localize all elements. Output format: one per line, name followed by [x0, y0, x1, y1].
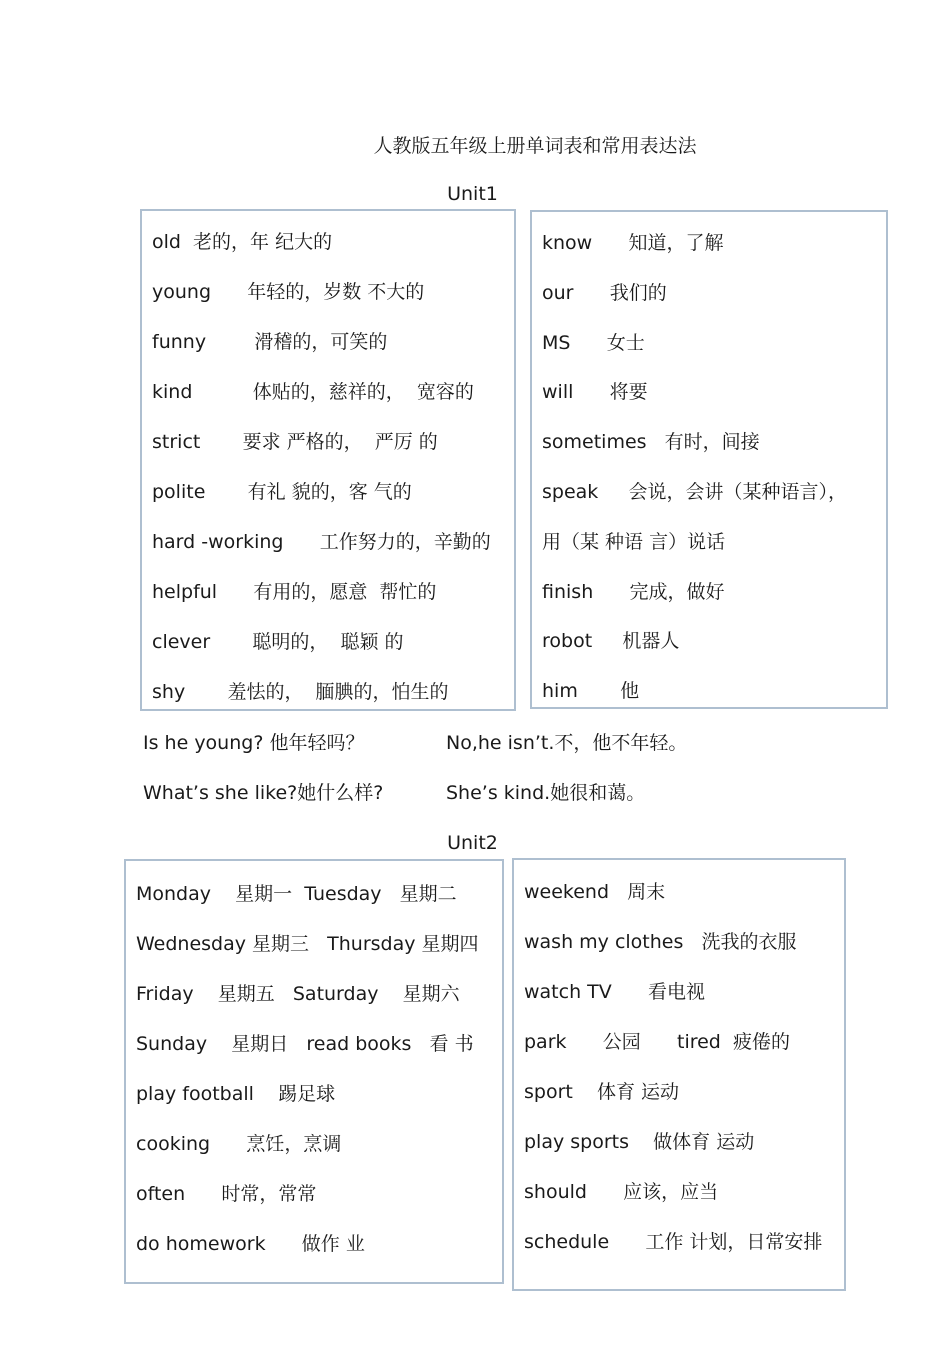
- unit1-vocab-box-right: [530, 210, 888, 709]
- vocab-entry: often 时常，常常: [136, 1183, 317, 1205]
- vocab-entry: old 老的，年 纪大的: [152, 231, 333, 253]
- unit1-expression-answer: She’s kind.她很和蔼。: [446, 782, 646, 804]
- unit2-vocab-box-right: [512, 858, 846, 1291]
- unit1-expression-question: Is he young? 他年轻吗？: [143, 732, 365, 754]
- vocab-entry: weekend 周末: [524, 881, 666, 903]
- vocab-entry: finish 完成，做好: [542, 580, 725, 603]
- vocab-entry: do homework 做作 业: [136, 1233, 365, 1255]
- vocab-entry: clever 聪明的， 聪颖 的: [152, 631, 404, 653]
- vocab-entry: play football 踢足球: [136, 1083, 336, 1105]
- vocab-entry: Monday 星期一 Tuesday 星期二: [136, 883, 457, 905]
- vocab-entry: strict 要求 严格的， 严厉 的: [152, 431, 438, 453]
- unit1-expression-answer: No,he isn’t.不，他不年轻。: [446, 732, 688, 754]
- vocab-entry: watch TV 看电视: [524, 981, 706, 1003]
- vocab-entry: sport 体育 运动: [524, 1081, 680, 1103]
- vocab-entry: Wednesday 星期三 Thursday 星期四: [136, 933, 479, 955]
- vocab-entry: him 他: [542, 680, 640, 703]
- vocab-entry: young 年轻的，岁数 不大的: [152, 281, 425, 303]
- vocab-entry: shy 羞怯的， 腼腆的，怕生的: [152, 681, 449, 703]
- vocab-entry: schedule 工作 计划，日常安排: [524, 1231, 823, 1253]
- vocab-entry: our 我们的: [542, 281, 667, 304]
- vocab-entry: park 公园 tired 疲倦的: [524, 1031, 790, 1053]
- vocab-entry: play sports 做体育 运动: [524, 1131, 755, 1153]
- vocab-entry: 用（某 种语 言）说话: [542, 530, 726, 553]
- vocab-entry: kind 体贴的，慈祥的， 宽容的: [152, 381, 474, 403]
- vocab-entry: Sunday 星期日 read books 看 书: [136, 1033, 474, 1055]
- vocab-entry: MS 女士: [542, 331, 645, 354]
- page-title: 人教版五年级上册单词表和常用表达法: [373, 135, 697, 157]
- vocab-entry: know 知道，了解: [542, 232, 724, 254]
- unit1-expression-question: What’s she like?她什么样?: [143, 782, 384, 804]
- vocab-entry: hard -working 工作努力的，辛勤的: [152, 531, 491, 553]
- vocab-entry: Friday 星期五 Saturday 星期六: [136, 983, 460, 1005]
- vocab-entry: polite 有礼 貌的，客 气的: [152, 481, 412, 503]
- vocab-entry: robot 机器人: [542, 630, 680, 653]
- vocab-entry: will 将要: [542, 381, 648, 404]
- vocab-entry: funny 滑稽的，可笑的: [152, 331, 388, 353]
- vocab-entry: should 应该，应当: [524, 1181, 719, 1203]
- vocab-entry: helpful 有用的，愿意 帮忙的: [152, 581, 437, 603]
- unit2-vocab-box-left: [124, 859, 504, 1284]
- unit1-vocab-box-left: [140, 209, 516, 711]
- unit1-heading: Unit1: [447, 183, 498, 205]
- vocab-entry: cooking 烹饪，烹调: [136, 1133, 342, 1155]
- vocab-entry: wash my clothes 洗我的衣服: [524, 931, 797, 953]
- vocab-entry: sometimes 有时，间接: [542, 431, 760, 454]
- vocab-entry: speak 会说，会讲（某种语言），: [542, 481, 847, 503]
- unit2-heading: Unit2: [447, 832, 498, 854]
